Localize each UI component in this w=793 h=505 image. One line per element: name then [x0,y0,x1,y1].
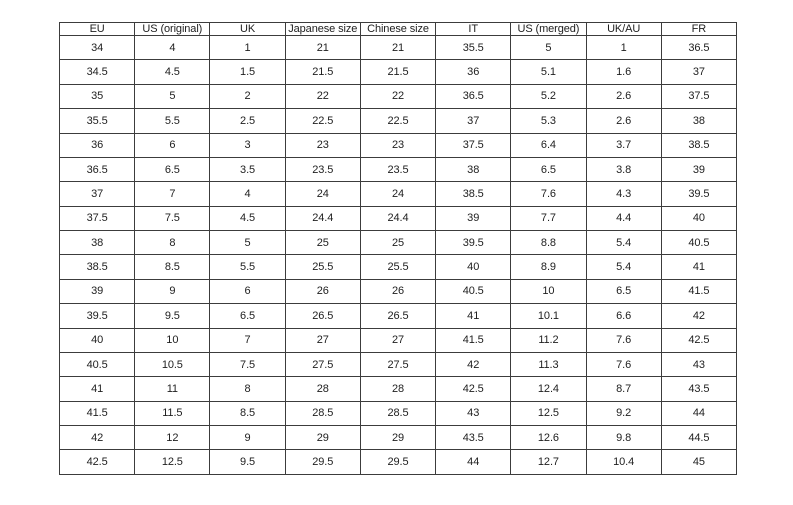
table-cell: 42 [436,352,511,376]
table-cell: 37.5 [436,133,511,157]
table-cell: 2.6 [586,84,661,108]
table-cell: 35 [60,84,135,108]
table-cell: 45 [661,450,736,475]
table-cell: 3 [210,133,285,157]
table-cell: 29 [285,426,360,450]
table-cell: 39.5 [661,182,736,206]
table-cell: 39 [60,279,135,303]
table-cell: 21 [285,36,360,60]
table-row [60,328,737,352]
table-cell: 6 [135,133,210,157]
table-cell: 24.4 [360,206,435,230]
table-row [60,377,737,401]
table-cell: 38.5 [661,133,736,157]
table-row [60,157,737,181]
table-cell: 39 [436,206,511,230]
table-cell: 12.4 [511,377,586,401]
table-cell: 24 [360,182,435,206]
table-cell: 37.5 [661,84,736,108]
table-cell: 5 [135,84,210,108]
table-cell: 41.5 [60,401,135,425]
table-cell: 28.5 [360,401,435,425]
table-cell: 1 [210,36,285,60]
table-header [60,23,737,36]
table-cell: 8 [135,231,210,255]
table-cell: 6.5 [511,157,586,181]
table-row [60,279,737,303]
table-cell: 5.3 [511,109,586,133]
table-cell: 21.5 [360,60,435,84]
table-cell: 7.7 [511,206,586,230]
table-cell: 40.5 [436,279,511,303]
table-cell: 5.2 [511,84,586,108]
table-cell: 23 [360,133,435,157]
table-cell: 36.5 [661,36,736,60]
table-cell: 41.5 [661,279,736,303]
table-body [60,36,737,475]
table-cell: 5 [511,36,586,60]
table-cell: 8.9 [511,255,586,279]
table-cell: 5.5 [135,109,210,133]
table-cell: 7.6 [511,182,586,206]
table-cell: 5 [210,231,285,255]
table-cell: 10.5 [135,352,210,376]
table-cell: 2.5 [210,109,285,133]
table-cell: 5.4 [586,231,661,255]
table-cell: 6.5 [586,279,661,303]
table-cell: 44 [661,401,736,425]
table-cell: 11.5 [135,401,210,425]
column-header: UK/AU [586,23,661,36]
table-cell: 6 [210,279,285,303]
table-cell: 37 [436,109,511,133]
table-row [60,206,737,230]
table-cell: 43 [436,401,511,425]
table-cell: 35.5 [436,36,511,60]
table-cell: 41 [60,377,135,401]
table-row [60,255,737,279]
table-cell: 7 [210,328,285,352]
table-cell: 10 [511,279,586,303]
table-cell: 35.5 [60,109,135,133]
column-header: US (original) [135,23,210,36]
table-cell: 7 [135,182,210,206]
table-cell: 25.5 [285,255,360,279]
table-cell: 7.6 [586,328,661,352]
table-cell: 11.2 [511,328,586,352]
table-cell: 4 [210,182,285,206]
column-header: IT [436,23,511,36]
table-cell: 26 [360,279,435,303]
table-cell: 9.5 [135,304,210,328]
table-cell: 40 [661,206,736,230]
table-row [60,36,737,60]
table-cell: 27.5 [360,352,435,376]
table-cell: 8.8 [511,231,586,255]
table-cell: 40.5 [661,231,736,255]
table-cell: 44 [436,450,511,475]
table-cell: 44.5 [661,426,736,450]
table-cell: 3.5 [210,157,285,181]
table-cell: 37.5 [60,206,135,230]
table-cell: 12.5 [511,401,586,425]
table-cell: 26.5 [285,304,360,328]
table-cell: 38 [436,157,511,181]
table-cell: 27 [360,328,435,352]
table-cell: 41 [661,255,736,279]
table-cell: 34 [60,36,135,60]
table-cell: 4.5 [210,206,285,230]
table-row [60,352,737,376]
table-cell: 1.5 [210,60,285,84]
table-cell: 40 [436,255,511,279]
table-cell: 34.5 [60,60,135,84]
table-cell: 42 [60,426,135,450]
table-cell: 4 [135,36,210,60]
column-header: Japanese size [285,23,360,36]
table-row [60,401,737,425]
table-cell: 38.5 [60,255,135,279]
table-cell: 4.3 [586,182,661,206]
table-cell: 38.5 [436,182,511,206]
table-cell: 9.5 [210,450,285,475]
table-cell: 42.5 [661,328,736,352]
column-header: US (merged) [511,23,586,36]
table-cell: 43 [661,352,736,376]
table-cell: 8.5 [210,401,285,425]
table-cell: 5.4 [586,255,661,279]
table-cell: 24 [285,182,360,206]
table-cell: 36.5 [60,157,135,181]
table-cell: 22 [360,84,435,108]
table-cell: 27.5 [285,352,360,376]
table-cell: 12.6 [511,426,586,450]
table-cell: 9 [135,279,210,303]
table-cell: 28 [285,377,360,401]
table-cell: 23.5 [360,157,435,181]
table-cell: 4.5 [135,60,210,84]
table-cell: 26.5 [360,304,435,328]
table-cell: 27 [285,328,360,352]
table-cell: 38 [661,109,736,133]
column-header: Chinese size [360,23,435,36]
table-cell: 10 [135,328,210,352]
table-row [60,133,737,157]
table-cell: 11 [135,377,210,401]
table-cell: 1.6 [586,60,661,84]
table-cell: 6.6 [586,304,661,328]
table-cell: 22.5 [360,109,435,133]
table-cell: 39.5 [436,231,511,255]
table-cell: 42 [661,304,736,328]
shoe-size-conversion-table [59,22,737,475]
table-cell: 28.5 [285,401,360,425]
table-cell: 8 [210,377,285,401]
table-cell: 38 [60,231,135,255]
table-row [60,84,737,108]
table-cell: 10.4 [586,450,661,475]
table-row [60,109,737,133]
table-cell: 10.1 [511,304,586,328]
table-cell: 7.6 [586,352,661,376]
table-cell: 7.5 [210,352,285,376]
table-cell: 21 [360,36,435,60]
table-row [60,426,737,450]
table-cell: 24.4 [285,206,360,230]
table-cell: 2 [210,84,285,108]
table-cell: 12.7 [511,450,586,475]
table-cell: 42.5 [436,377,511,401]
column-header: EU [60,23,135,36]
table-cell: 43.5 [661,377,736,401]
table-cell: 29.5 [360,450,435,475]
table-cell: 39.5 [60,304,135,328]
table-cell: 8.7 [586,377,661,401]
table-cell: 22 [285,84,360,108]
table-cell: 5.1 [511,60,586,84]
table-cell: 42.5 [60,450,135,475]
table-cell: 37 [60,182,135,206]
table-cell: 11.3 [511,352,586,376]
table-cell: 28 [360,377,435,401]
table-cell: 36 [436,60,511,84]
table-cell: 1 [586,36,661,60]
table-cell: 23 [285,133,360,157]
table-cell: 25 [285,231,360,255]
table-cell: 9.8 [586,426,661,450]
table-cell: 40.5 [60,352,135,376]
table-cell: 36.5 [436,84,511,108]
table-row [60,182,737,206]
table-cell: 9.2 [586,401,661,425]
table-cell: 9 [210,426,285,450]
table-cell: 26 [285,279,360,303]
table-cell: 29.5 [285,450,360,475]
table-row [60,304,737,328]
table-cell: 39 [661,157,736,181]
table-cell: 23.5 [285,157,360,181]
table-cell: 41 [436,304,511,328]
table-cell: 2.6 [586,109,661,133]
table-cell: 41.5 [436,328,511,352]
table-row [60,60,737,84]
table-cell: 5.5 [210,255,285,279]
table-row [60,450,737,475]
table-cell: 25 [360,231,435,255]
table-cell: 12.5 [135,450,210,475]
table-cell: 21.5 [285,60,360,84]
table-cell: 25.5 [360,255,435,279]
table-cell: 6.5 [210,304,285,328]
table-cell: 29 [360,426,435,450]
table-cell: 3.8 [586,157,661,181]
table-cell: 12 [135,426,210,450]
table-cell: 7.5 [135,206,210,230]
table-cell: 8.5 [135,255,210,279]
table-cell: 40 [60,328,135,352]
table-cell: 43.5 [436,426,511,450]
table-cell: 37 [661,60,736,84]
header-row [60,23,737,36]
table-cell: 4.4 [586,206,661,230]
column-header: UK [210,23,285,36]
table-cell: 36 [60,133,135,157]
table-cell: 6.5 [135,157,210,181]
column-header: FR [661,23,736,36]
table-row [60,231,737,255]
table-cell: 3.7 [586,133,661,157]
table-cell: 22.5 [285,109,360,133]
table-cell: 6.4 [511,133,586,157]
